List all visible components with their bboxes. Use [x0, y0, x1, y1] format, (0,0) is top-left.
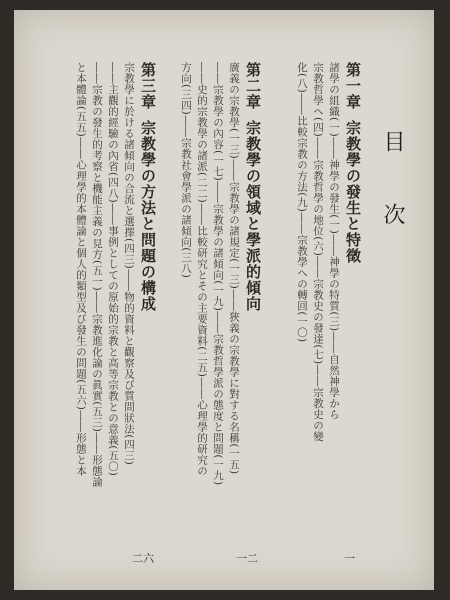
chapter-2-title	[242, 62, 264, 582]
chapter-1-line-3: 化(八)――比較宗教の方法(九)――宗教學への轉回(一〇)	[296, 62, 308, 343]
chapter-1-label: 第一章	[344, 62, 362, 110]
chapter-3-line-2: ――主觀的經驗の內省(四八)――事例としての原始的宗教と高等宗教との意義(五〇)	[107, 62, 119, 477]
chapter-2-label: 第二章	[244, 62, 262, 110]
chapter-3-line-1: 宗教學に於ける諸傾向の合流と選擇(四三)――物的資料と觀察及び質問狀法(四三)	[123, 62, 135, 466]
chapter-1-heading: 宗教學の發生と特徵	[344, 120, 362, 264]
chapter-1-page-number: 一	[344, 552, 355, 565]
chapter-2	[164, 62, 264, 582]
chapter-2-line-2: ――宗教學の內容(一七)――宗教學の諸傾向(一九)――宗教哲學派の態度と問題(一九)	[212, 62, 224, 486]
chapter-3-page-number: 二六	[132, 552, 154, 565]
chapter-2-line-1: 廣義の宗教學(一三)――宗教學の諸規定(一三)――狹義の宗教學に對する名稱(一五)	[228, 62, 240, 475]
chapter-1-line-1: 諸學の組織(一)――神學の發生(一)――神學の特質(三)――自然神學から	[328, 62, 340, 420]
chapter-2-line-4: 方向(三四)――宗教社會學派の諸傾向(三八)	[180, 62, 192, 279]
chapter-1-title	[342, 62, 364, 582]
chapter-2-line-3: ――史的宗教學の諸派(二二)――比較研究とその主要資料(二五)――心理學的研究の	[196, 62, 208, 477]
chapter-3	[54, 62, 159, 582]
chapter-1-line-2: 宗教哲學へ(四)――宗教哲學の地位(六)――宗教史の發達(七)――宗教史の變	[312, 62, 324, 442]
chapter-3-line-4: と本體論(五五)――心理學的本體論と個人的類型及び發生の問題(五六)――形態と本	[75, 62, 87, 477]
chapter-2-page-number: 一二	[236, 552, 258, 565]
chapter-1	[269, 62, 364, 582]
chapter-3-line-3: ――宗教の發生的考察と機能主義の見方(五一)――宗教進化論の眞實(五三)――形態論	[91, 62, 103, 488]
chapter-2-heading: 宗教學の領域と學派的傾向	[244, 120, 262, 312]
chapter-3-title	[137, 62, 159, 582]
book-page	[14, 10, 434, 590]
chapter-3-label: 第三章	[139, 62, 157, 110]
chapter-3-heading: 宗教學の方法と問題の構成	[139, 120, 157, 312]
toc-heading: 目 次	[380, 130, 405, 247]
